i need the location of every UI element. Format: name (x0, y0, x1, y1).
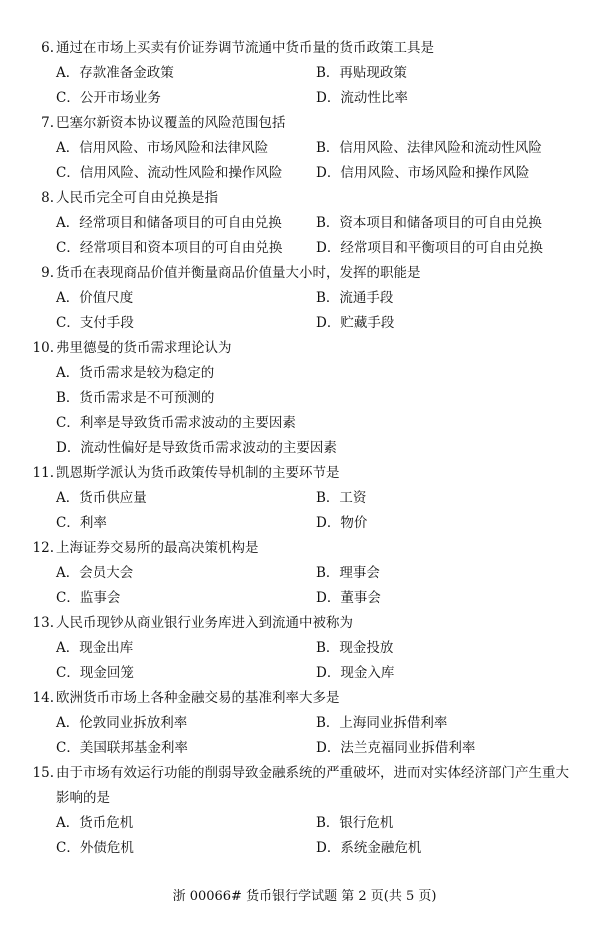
question-stem-text: 通过在市场上买卖有价证券调节流通中货币量的货币政策工具是 (56, 40, 434, 56)
option-letter: B． (316, 65, 340, 81)
option-letter: D． (316, 90, 341, 106)
question-stem (0, 761, 609, 811)
option-letter: B． (56, 390, 80, 406)
question-stem-text: 凯恩斯学派认为货币政策传导机制的主要环节是 (56, 465, 340, 481)
option-row (0, 486, 609, 511)
option-text: 经常项目和平衡项目的可自由兑换 (340, 240, 543, 256)
option-letter: D． (316, 315, 341, 331)
option-a (56, 361, 214, 386)
question-stem-text: 欧洲货币市场上各种金融交易的基准利率大多是 (56, 690, 340, 706)
option-d (316, 586, 381, 611)
option-letter: A． (56, 565, 80, 581)
question-stem (0, 686, 609, 711)
option-a (56, 211, 282, 236)
option-text: 利率是导致货币需求波动的主要因素 (79, 415, 296, 431)
question-number: 8. (41, 190, 54, 206)
question-7 (0, 111, 609, 186)
question-number: 7. (41, 115, 54, 131)
question-stem-text: 巴塞尔新资本协议覆盖的风险范围包括 (56, 115, 286, 131)
option-letter: C． (56, 90, 80, 106)
question-stem-text: 货币在表现商品价值并衡量商品价值量大小时，发挥的职能是 (56, 265, 421, 281)
question-13 (0, 611, 609, 686)
option-b (316, 486, 366, 511)
option-letter: C． (56, 165, 80, 181)
option-b (316, 211, 542, 236)
question-stem-text: 由于市场有效运行功能的削弱导致金融系统的严重破坏，进而对实体经济部门产生重大影响的是 (56, 765, 569, 806)
option-b (316, 136, 542, 161)
question-stem (0, 461, 609, 486)
option-row (0, 361, 609, 386)
option-letter: B． (316, 565, 340, 581)
question-10 (0, 336, 609, 461)
option-list (0, 61, 609, 111)
option-d (316, 736, 475, 761)
option-text: 法兰克福同业拆借利率 (340, 740, 476, 756)
option-d (316, 236, 543, 261)
question-stem (0, 111, 609, 136)
option-text: 物价 (340, 515, 368, 531)
option-b (316, 286, 393, 311)
question-6 (0, 36, 609, 111)
option-letter: A． (56, 490, 80, 506)
option-letter: C． (56, 840, 80, 856)
option-text: 现金投放 (339, 640, 394, 656)
option-text: 货币供应量 (79, 490, 147, 506)
question-stem (0, 36, 609, 61)
option-text: 贮藏手段 (340, 315, 395, 331)
option-letter: D． (56, 440, 81, 456)
option-d (316, 311, 394, 336)
option-text: 伦敦同业拆放利率 (79, 715, 188, 731)
option-d (316, 836, 421, 861)
option-text: 流通手段 (339, 290, 394, 306)
option-row (0, 161, 609, 186)
option-c (56, 586, 120, 611)
option-letter: A． (56, 65, 80, 81)
option-row (0, 236, 609, 261)
option-text: 银行危机 (339, 815, 394, 831)
option-a (56, 61, 174, 86)
option-text: 理事会 (339, 565, 380, 581)
question-stem (0, 336, 609, 361)
page-footer: 浙 00066# 货币银行学试题 第 2 页(共 5 页) (172, 889, 437, 904)
option-text: 信用风险、市场风险和操作风险 (340, 165, 530, 181)
option-a (56, 286, 133, 311)
option-a (56, 486, 147, 511)
option-row (0, 411, 609, 436)
option-row (0, 511, 609, 536)
option-text: 会员大会 (79, 565, 134, 581)
option-text: 信用风险、流动性风险和操作风险 (79, 165, 283, 181)
option-list (0, 211, 609, 261)
option-text: 利率 (79, 515, 107, 531)
option-letter: A． (56, 290, 80, 306)
option-letter: C． (56, 315, 80, 331)
option-text: 货币需求是不可预测的 (79, 390, 215, 406)
option-c (56, 661, 134, 686)
option-a (56, 636, 133, 661)
question-number: 15. (32, 765, 54, 781)
option-letter: C． (56, 665, 80, 681)
option-c (56, 411, 296, 436)
option-c (56, 836, 134, 861)
question-12 (0, 536, 609, 611)
option-text: 美国联邦基金利率 (79, 740, 188, 756)
option-text: 现金入库 (340, 665, 395, 681)
option-letter: A． (56, 140, 80, 156)
option-b (316, 811, 393, 836)
option-b (316, 61, 407, 86)
question-stem-text: 弗里德曼的货币需求理论认为 (56, 340, 232, 356)
option-text: 存款准备金政策 (79, 65, 174, 81)
option-c (56, 736, 188, 761)
option-letter: D． (316, 740, 341, 756)
option-b (316, 636, 393, 661)
option-a (56, 136, 268, 161)
option-b (316, 561, 380, 586)
option-letter: D． (316, 665, 341, 681)
question-stem (0, 536, 609, 561)
option-list (0, 811, 609, 861)
option-row (0, 436, 609, 461)
option-row (0, 636, 609, 661)
option-row (0, 836, 609, 861)
option-c (56, 86, 161, 111)
option-letter: B． (316, 490, 340, 506)
option-list (0, 486, 609, 536)
question-stem-text: 人民币完全可自由兑换是指 (56, 190, 218, 206)
question-number: 9. (41, 265, 54, 281)
option-text: 价值尺度 (79, 290, 134, 306)
option-letter: B． (316, 290, 340, 306)
option-c (56, 161, 282, 186)
option-d (316, 661, 394, 686)
option-text: 系统金融危机 (340, 840, 422, 856)
question-number: 10. (32, 340, 54, 356)
option-letter: A． (56, 365, 80, 381)
option-letter: C． (56, 590, 80, 606)
option-d (316, 161, 529, 186)
option-letter: A． (56, 715, 80, 731)
option-list (0, 136, 609, 186)
option-list (0, 711, 609, 761)
option-d (56, 436, 337, 461)
option-letter: A． (56, 815, 80, 831)
option-text: 货币危机 (79, 815, 134, 831)
question-number: 11. (32, 465, 54, 481)
question-stem-text: 上海证券交易所的最高决策机构是 (56, 540, 259, 556)
option-b (56, 386, 214, 411)
option-letter: B． (316, 815, 340, 831)
option-letter: A． (56, 640, 80, 656)
option-text: 支付手段 (79, 315, 134, 331)
option-list (0, 361, 609, 461)
question-14 (0, 686, 609, 761)
option-list (0, 636, 609, 686)
question-number: 6. (41, 40, 54, 56)
option-letter: C． (56, 415, 80, 431)
option-a (56, 711, 187, 736)
option-text: 现金回笼 (79, 665, 134, 681)
option-c (56, 511, 107, 536)
option-a (56, 811, 133, 836)
question-stem (0, 186, 609, 211)
question-stem (0, 261, 609, 286)
option-row (0, 711, 609, 736)
question-8 (0, 186, 609, 261)
option-text: 工资 (339, 490, 367, 506)
option-text: 流动性偏好是导致货币需求波动的主要因素 (80, 440, 337, 456)
option-letter: D． (316, 590, 341, 606)
option-c (56, 311, 134, 336)
option-d (316, 511, 367, 536)
option-row (0, 586, 609, 611)
question-number: 12. (32, 540, 54, 556)
option-row (0, 561, 609, 586)
option-text: 经常项目和资本项目的可自由兑换 (79, 240, 283, 256)
option-text: 资本项目和储备项目的可自由兑换 (339, 215, 542, 231)
question-15 (0, 761, 609, 861)
option-text: 信用风险、市场风险和法律风险 (79, 140, 269, 156)
option-letter: B． (316, 215, 340, 231)
option-letter: B． (316, 140, 340, 156)
option-letter: D． (316, 240, 341, 256)
option-row (0, 211, 609, 236)
option-b (316, 711, 447, 736)
option-row (0, 311, 609, 336)
option-letter: D． (316, 165, 341, 181)
option-row (0, 386, 609, 411)
option-letter: A． (56, 215, 80, 231)
question-9 (0, 261, 609, 336)
option-text: 货币需求是较为稳定的 (79, 365, 215, 381)
option-letter: C． (56, 515, 80, 531)
option-text: 经常项目和储备项目的可自由兑换 (79, 215, 282, 231)
question-11 (0, 461, 609, 536)
option-a (56, 561, 133, 586)
option-text: 上海同业拆借利率 (339, 715, 448, 731)
option-list (0, 561, 609, 611)
option-text: 监事会 (79, 590, 121, 606)
option-row (0, 661, 609, 686)
exam-question-list (0, 36, 609, 861)
option-letter: C． (56, 740, 80, 756)
question-stem-text: 人民币现钞从商业银行业务库进入到流通中被称为 (56, 615, 353, 631)
option-letter: D． (316, 515, 341, 531)
option-text: 信用风险、法律风险和流动性风险 (339, 140, 542, 156)
option-text: 董事会 (340, 590, 381, 606)
option-text: 现金出库 (79, 640, 134, 656)
option-row (0, 61, 609, 86)
option-text: 再贴现政策 (339, 65, 407, 81)
option-row (0, 286, 609, 311)
option-list (0, 286, 609, 336)
question-number: 13. (32, 615, 54, 631)
question-stem (0, 611, 609, 636)
option-c (56, 236, 282, 261)
option-row (0, 736, 609, 761)
option-letter: B． (316, 640, 340, 656)
option-row (0, 86, 609, 111)
option-text: 外债危机 (79, 840, 134, 856)
option-d (316, 86, 408, 111)
question-number: 14. (32, 690, 54, 706)
option-row (0, 136, 609, 161)
option-row (0, 811, 609, 836)
option-text: 流动性比率 (340, 90, 408, 106)
option-text: 公开市场业务 (79, 90, 161, 106)
option-letter: B． (316, 715, 340, 731)
option-letter: C． (56, 240, 80, 256)
option-letter: D． (316, 840, 341, 856)
